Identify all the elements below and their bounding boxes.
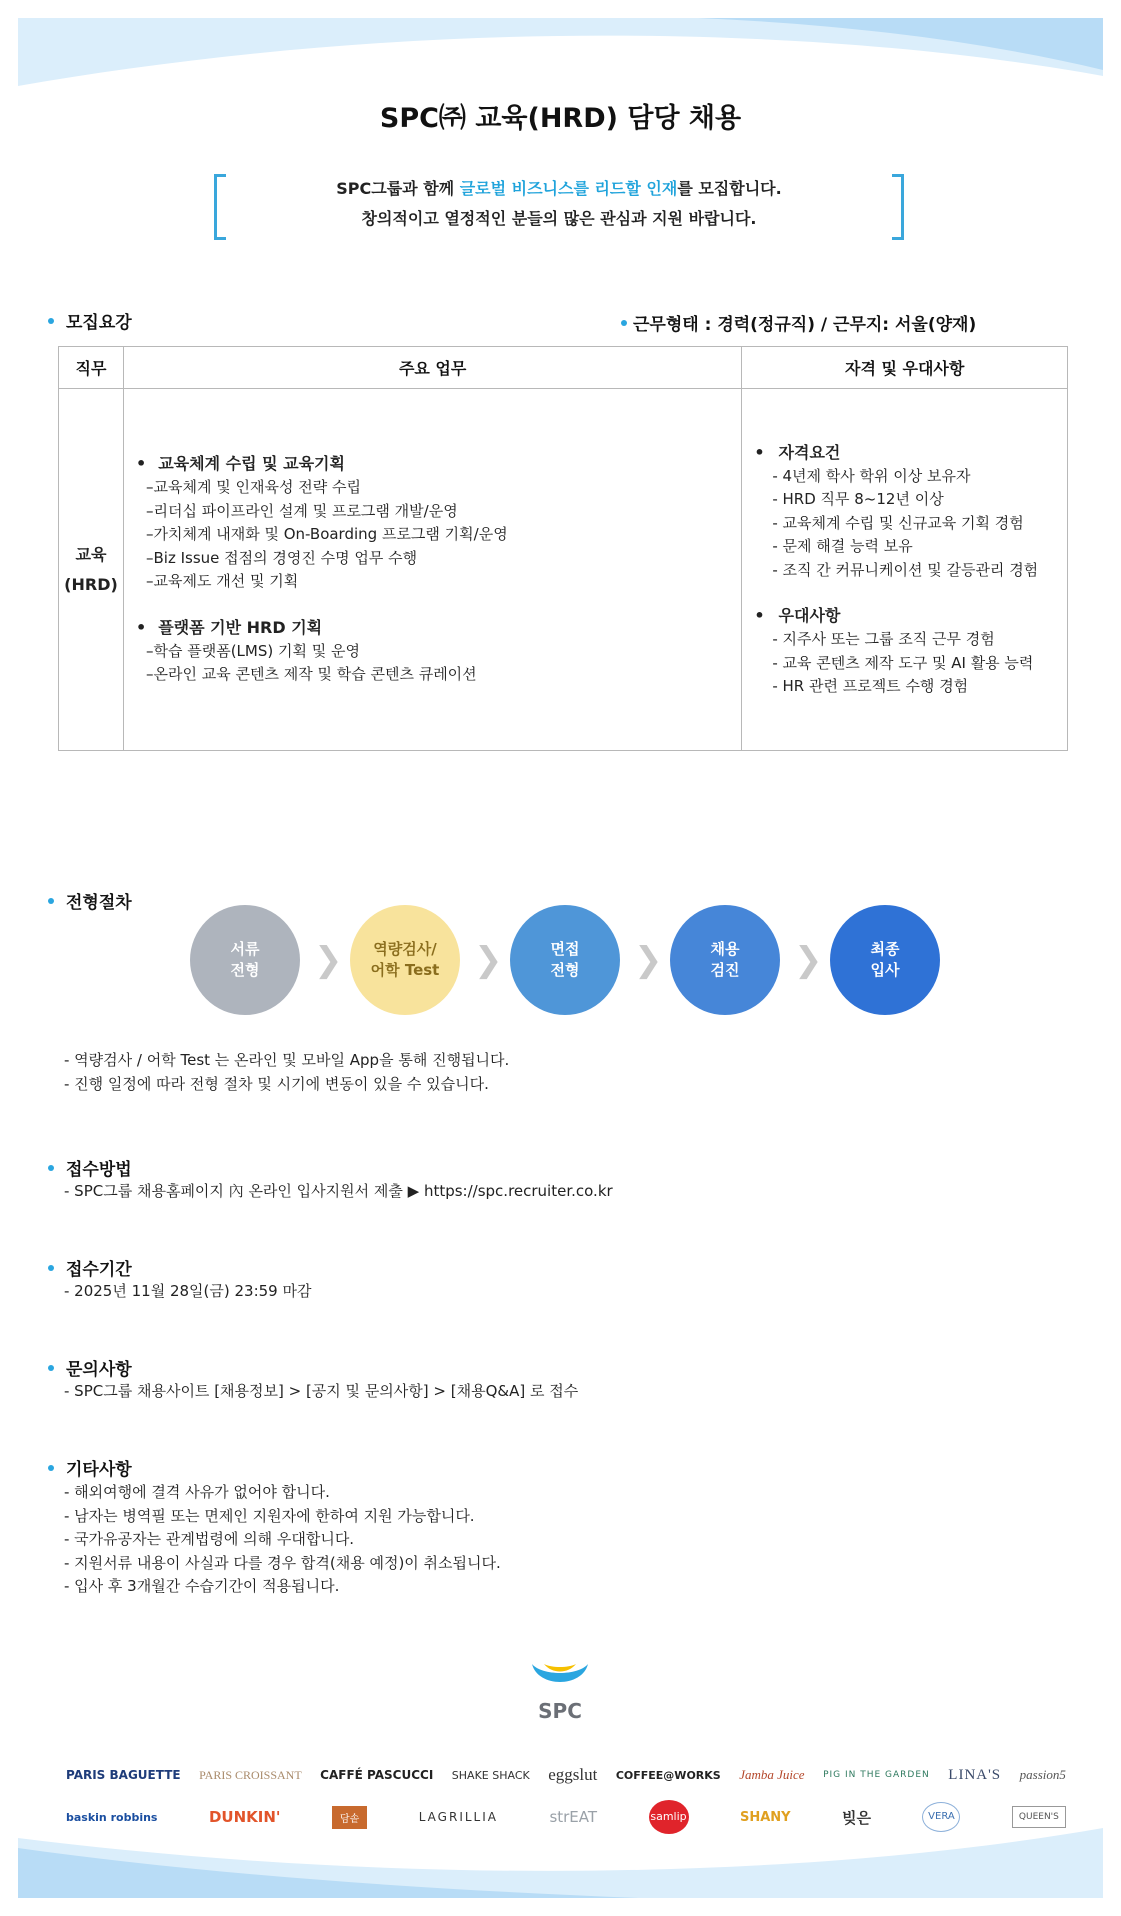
list-item: - HRD 직무 8~12년 이상: [772, 490, 944, 508]
duty-cell: [123, 389, 741, 751]
list-item: - 지원서류 내용이 사실과 다를 경우 합격(채용 예정)이 취소됩니다.: [64, 1553, 501, 1572]
preference-title: • 우대사항: [754, 606, 841, 625]
bullet-dot-icon: [48, 1365, 54, 1371]
chevron-right-icon: ❯: [314, 940, 343, 980]
brand-damsot: 담솥: [332, 1806, 367, 1829]
duty-title-1: • 교육체계 수립 및 교육기획: [135, 454, 345, 474]
list-item: - 국가유공자는 관계법령에 의해 우대합니다.: [64, 1530, 355, 1548]
list-item: –Biz Issue 접점의 경영진 수명 업무 수행: [145, 548, 418, 567]
list-item: - 해외여행에 결격 사유가 없어야 합니다.: [64, 1483, 330, 1501]
brand-linas: LINA'S: [948, 1766, 1002, 1783]
step-document-screening: 서류 전형: [190, 905, 300, 1015]
list-item: –교육제도 개선 및 기획: [145, 572, 299, 591]
intro-highlight: 글로벌 비즈니스를 리드할 인재: [459, 179, 678, 198]
duty-title-2: • 플랫폼 기반 HRD 기획: [135, 617, 323, 637]
list-item: - 교육체계 수립 및 신규교육 기획 경험: [772, 513, 1024, 532]
list-item: –가치체계 내재화 및 On-Boarding 프로그램 기획/운영: [145, 525, 508, 544]
recruit-table: [58, 346, 1068, 751]
list-item: - 지주사 또는 그룹 조직 근무 경험: [772, 630, 995, 648]
brand-logos: [66, 1756, 1066, 1836]
header-duty: 주요 업무: [123, 347, 741, 389]
list-item: - 역량검사 / 어학 Test 는 온라인 및 모바일 App을 통해 진행됩니다.: [64, 1051, 510, 1069]
list-item: - 입사 후 3개월간 수습기간이 적용됩니다.: [64, 1577, 340, 1595]
list-item: - 조직 간 커뮤니케이션 및 갈등관리 경험: [772, 560, 1039, 579]
brand-passion5: passion5: [1019, 1767, 1066, 1782]
process-notes: [64, 1049, 509, 1096]
bottom-wave-decoration: [18, 1828, 1103, 1898]
etc-list: [64, 1481, 501, 1599]
section-apply-period-heading: 접수기간: [48, 1255, 132, 1280]
list-item: - 문제 해결 능력 보유: [772, 537, 913, 555]
intro-line-2: 창의적이고 열정적인 분들의 많은 관심과 지원 바랍니다.: [361, 209, 757, 228]
left-bracket: [214, 174, 226, 240]
top-wave-decoration: [18, 18, 1103, 98]
process-steps: [190, 905, 920, 1015]
apply-method-text: - SPC그룹 채용홈페이지 內 온라인 입사지원서 제출 ▶ https://spc.recruiter.co.kr: [64, 1182, 613, 1200]
intro-box: [214, 174, 904, 242]
brand-queens: QUEEN'S: [1012, 1806, 1066, 1828]
brand-caffe-pascucci: CAFFÉ PASCUCCI: [320, 1768, 434, 1782]
role-cell: 교육 (HRD): [59, 389, 124, 751]
bullet-dot-icon: [48, 1165, 54, 1171]
chevron-right-icon: ❯: [634, 940, 663, 980]
brand-paris-croissant: PARIS CROISSANT: [199, 1767, 302, 1782]
section-apply-method-heading: 접수방법: [48, 1155, 132, 1180]
section-process-heading: 전형절차: [48, 888, 132, 913]
chevron-right-icon: ❯: [474, 940, 503, 980]
brand-baskin-robbins: baskin robbins: [66, 1810, 158, 1824]
list-item: - HR 관련 프로젝트 수행 경험: [772, 677, 969, 695]
list-item: - 남자는 병역필 또는 면제인 지원자에 한하여 지원 가능합니다.: [64, 1506, 475, 1525]
list-item: - 진행 일정에 따라 전형 절차 및 시기에 변동이 있을 수 있습니다.: [64, 1074, 489, 1093]
brand-streat: strEAT: [549, 1808, 598, 1826]
step-medical-check: 채용 검진: [670, 905, 780, 1015]
header-role: 직무: [59, 347, 124, 389]
brand-dunkin: DUNKIN': [208, 1808, 281, 1826]
brand-shany: SHANY: [739, 1809, 791, 1825]
spc-logo-icon: [528, 1658, 592, 1698]
spc-logo-text: SPC: [538, 1699, 582, 1723]
list-item: –온라인 교육 콘텐츠 제작 및 학습 콘텐츠 큐레이션: [145, 665, 477, 684]
inquiry-text: - SPC그룹 채용사이트 [채용정보] > [공지 및 문의사항] > [채용Q&A] 로 접수: [64, 1382, 579, 1400]
qualification-cell: [742, 389, 1068, 751]
bullet-dot-icon: [48, 1465, 54, 1471]
intro-line-1: SPC그룹과 함께 글로벌 비즈니스를 리드할 인재를 모집합니다.: [336, 179, 782, 198]
list-item: - 교육 콘텐츠 제작 도구 및 AI 활용 능력: [772, 653, 1034, 672]
table-header-row: [59, 347, 1068, 389]
step-aptitude-test: 역량검사/ 어학 Test: [350, 905, 460, 1015]
job-posting-page: [18, 18, 1103, 1898]
page-title: SPC㈜ 교육(HRD) 담당 채용: [379, 103, 742, 134]
header-qualification: 자격 및 우대사항: [742, 347, 1068, 389]
bullet-dot-icon: [621, 320, 627, 326]
apply-period-text: - 2025년 11월 28일(금) 23:59 마감: [64, 1282, 312, 1300]
brand-eggslut: eggslut: [548, 1765, 598, 1784]
brand-samlip: samlip: [649, 1800, 689, 1834]
chevron-right-icon: ❯: [794, 940, 823, 980]
section-recruit-heading: 모집요강: [48, 308, 132, 333]
list-item: –리더십 파이프라인 설계 및 프로그램 개발/운영: [145, 501, 458, 520]
step-interview: 면접 전형: [510, 905, 620, 1015]
bullet-dot-icon: [48, 1265, 54, 1271]
brand-vera: VERA: [922, 1802, 960, 1832]
list-item: –교육체계 및 인재육성 전략 수립: [145, 478, 361, 497]
section-inquiry-heading: 문의사항: [48, 1355, 132, 1380]
list-item: - 4년제 학사 학위 이상 보유자: [772, 466, 971, 485]
brand-shake-shack: SHAKE SHACK: [451, 1768, 530, 1782]
spc-logo: [528, 1658, 592, 1723]
section-etc-heading: 기타사항: [48, 1455, 132, 1480]
brand-bitteun: 빚은: [842, 1808, 871, 1827]
brand-row-1: [66, 1756, 1066, 1794]
brand-coffee-at-works: COFFEE@WORKS: [615, 1768, 721, 1782]
brand-pig-in-the-garden: PIG IN THE GARDEN: [823, 1770, 930, 1780]
right-bracket: [892, 174, 904, 240]
brand-paris-baguette: PARIS BAGUETTE: [66, 1768, 181, 1782]
list-item: –학습 플랫폼(LMS) 기획 및 운영: [145, 641, 360, 660]
table-row: [59, 389, 1068, 751]
brand-lagrillia: LAGRILLIA: [418, 1810, 498, 1824]
bullet-dot-icon: [48, 898, 54, 904]
step-final-hire: 최종 입사: [830, 905, 940, 1015]
brand-jamba-juice: Jamba Juice: [739, 1767, 805, 1782]
work-type-info: 근무형태 : 경력(정규직) / 근무지: 서울(양재): [621, 310, 976, 335]
bullet-dot-icon: [48, 318, 54, 324]
qualification-title: • 자격요건: [754, 442, 841, 462]
